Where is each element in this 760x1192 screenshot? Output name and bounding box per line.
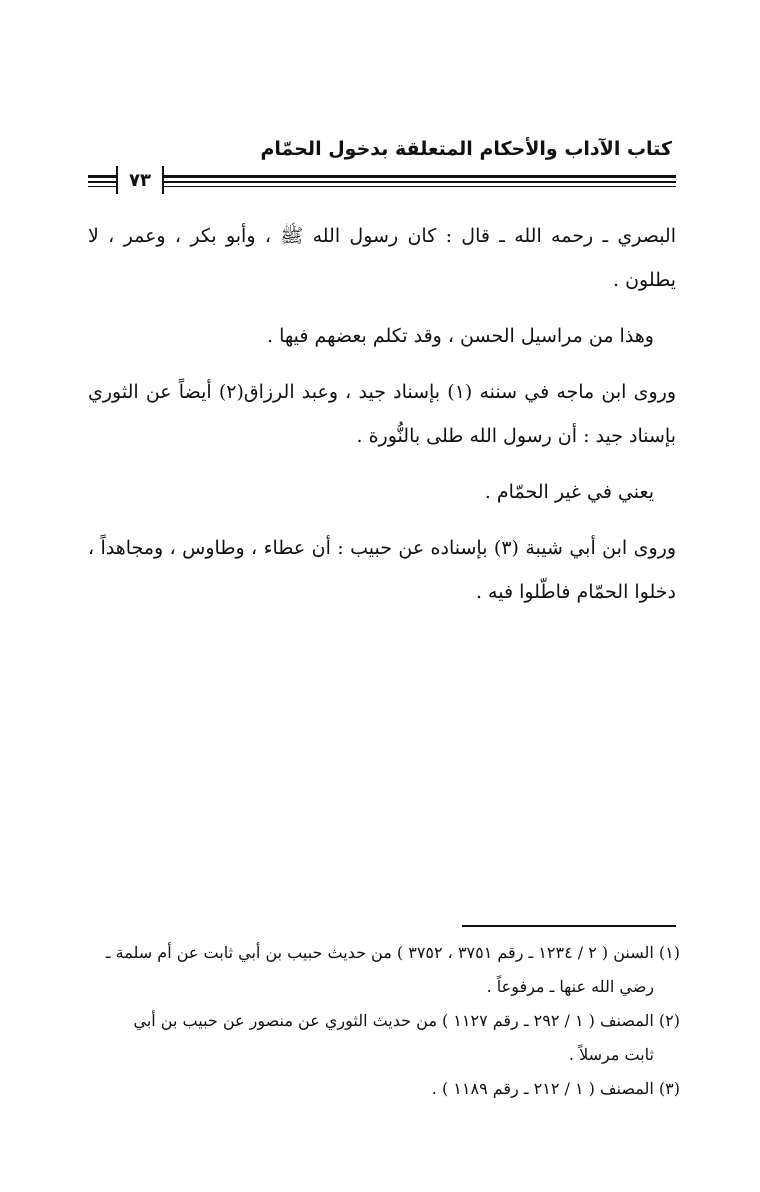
paragraph: وروى ابن ماجه في سننه (١) بإسناد جيد ، وعبد الرزاق(٢) أيضاً عن الثوري بإسناد جيد : أن رسول الله طلى بالنُّورة . <box>88 381 677 447</box>
footnote-2 <box>60 1004 680 1072</box>
running-title: كتاب الآداب والأحكام المتعلقة بدخول الحمّام <box>260 138 672 160</box>
header-rule-thick <box>88 175 676 178</box>
footnote-2-line-1: (٢) المصنف ( ١ / ٢٩٢ ـ رقم ١١٢٧ ) من حديث الثوري عن منصور عن حبيب بن أبي <box>133 1011 680 1030</box>
footnote-1-line-1: (١) السنن ( ٢ / ١٢٣٤ ـ رقم ٣٧٥١ ، ٣٧٥٢ ) من حديث حبيب بن أبي ثابت عن أم سلمة ـ <box>105 943 680 962</box>
paragraph: وروى ابن أبي شيبة (٣) بإسناده عن حبيب : أن عطاء ، وطاوس ، ومجاهداً ، دخلوا الحمّام فاطّلوا فيه . <box>88 537 676 603</box>
paragraph: وهذا من مراسيل الحسن ، وقد تكلم بعضهم فيها . <box>267 325 654 347</box>
footnote-3-line-1: (٣) المصنف ( ١ / ٢١٢ ـ رقم ١١٨٩ ) . <box>431 1079 680 1098</box>
header-rule-middle <box>88 181 676 183</box>
footnote-1 <box>60 936 680 1004</box>
paragraph: يعني في غير الحمّام . <box>484 481 654 503</box>
body-text <box>88 214 676 626</box>
footnote-1-line-2: رضي الله عنها ـ مرفوعاً . <box>486 977 654 996</box>
header-rule-thin <box>88 186 676 187</box>
page-number-box <box>116 166 164 194</box>
footnote-separator <box>462 925 676 927</box>
footnote-2-line-2: ثابت مرسلاً . <box>568 1045 654 1064</box>
footnote-3 <box>60 1072 680 1106</box>
paragraph: البصري ـ رحمه الله ـ قال : كان رسول الله ﷺ ، وأبو بكر ، وعمر ، لا يطلون . <box>88 225 676 291</box>
footnotes <box>60 936 680 1106</box>
page-number: ٧٣ <box>129 169 151 191</box>
